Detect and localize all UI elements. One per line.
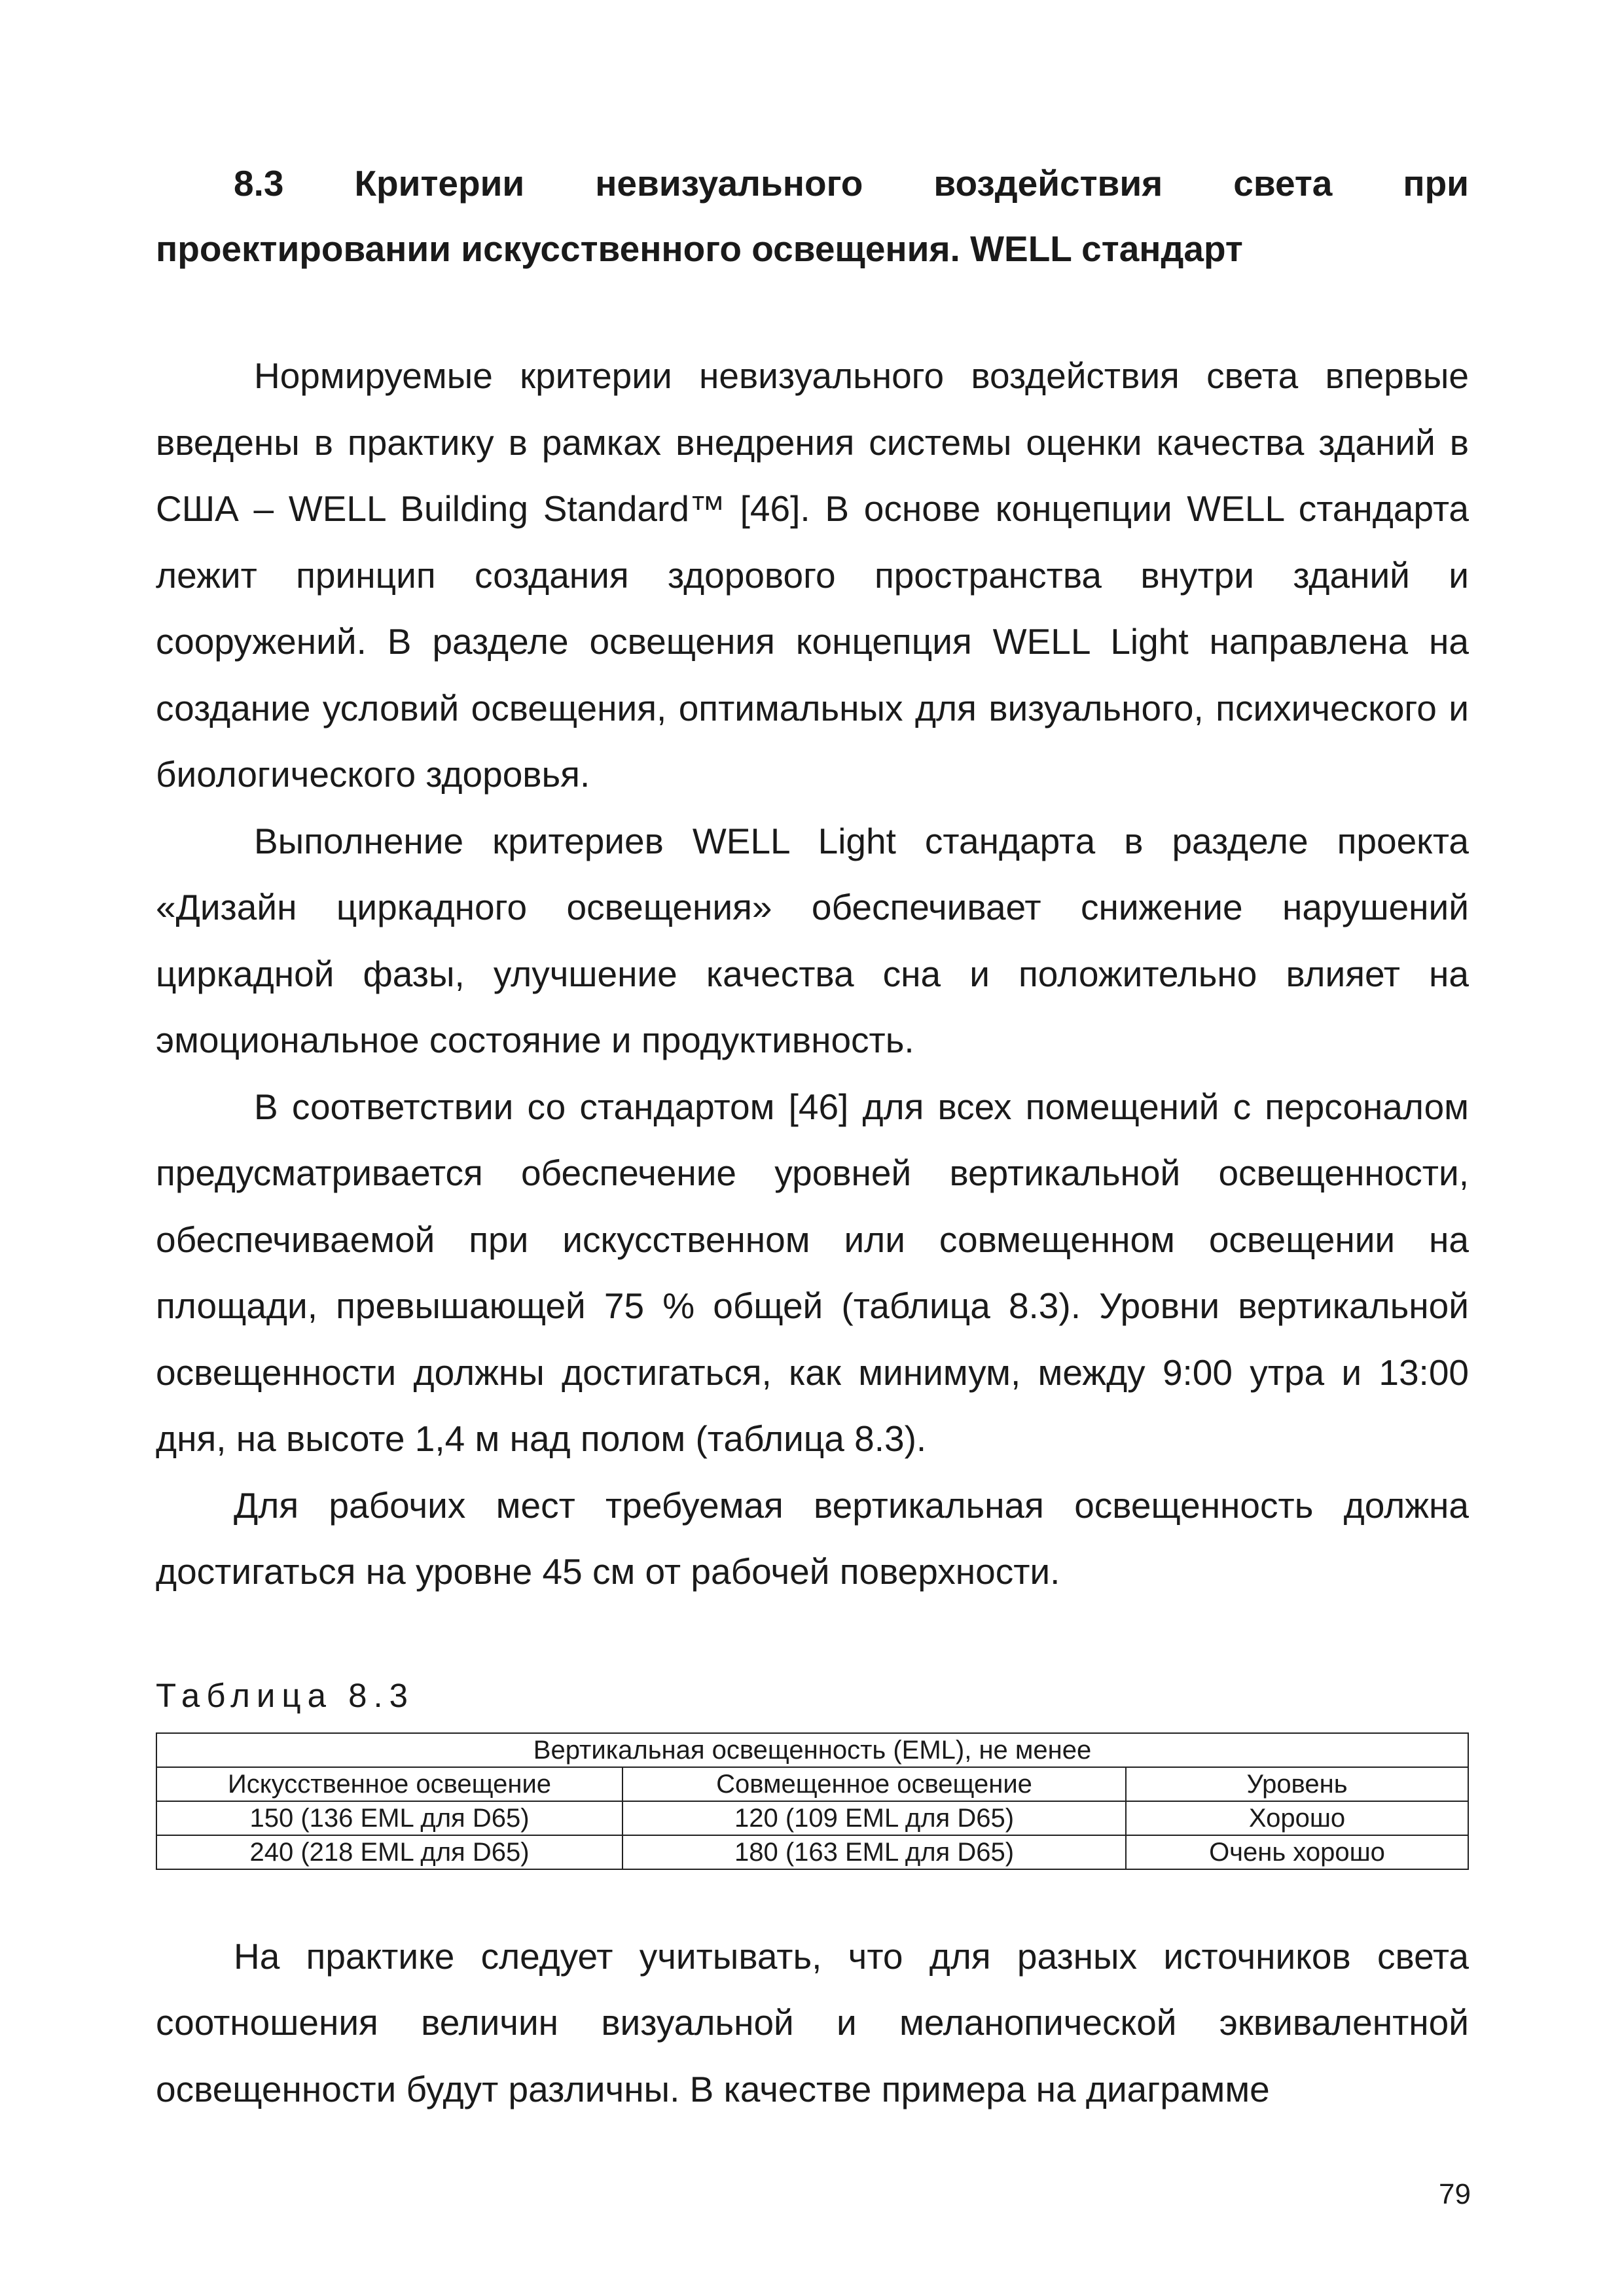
table-row (156, 1801, 1468, 1835)
illuminance-table (156, 1732, 1469, 1870)
cell-combined: 120 (109 EML для D65) (623, 1801, 1126, 1835)
table-caption: Таблица 8.3 (156, 1676, 415, 1714)
header-level: Уровень (1126, 1767, 1468, 1801)
table-header-row (156, 1767, 1468, 1801)
header-artificial: Искусственное освещение (156, 1767, 623, 1801)
section-heading-line-2: проектировании искусственного освещения. WELL стандарт (156, 228, 1243, 269)
cell-artificial: 240 (218 EML для D65) (156, 1835, 623, 1869)
paragraph-2: Выполнение критериев WELL Light стандарта в разделе проекта «Дизайн циркадного освещения» обеспечивает снижение нарушений циркадной фазы, улучшение качества сна и положительно влияет на эмоциональное состояние и продуктивность. (156, 820, 1469, 1060)
paragraph-after-table: На практике следует учитывать, что для разных источников света соотношения величин визуальной и меланопической эквивалентной освещенности будут различны. В качестве примера на диаграмме (156, 1935, 1469, 2109)
cell-level: Очень хорошо (1126, 1835, 1468, 1869)
section-heading (156, 151, 1469, 281)
header-combined: Совмещенное освещение (623, 1767, 1126, 1801)
cell-artificial: 150 (136 EML для D65) (156, 1801, 623, 1835)
table-title-row (156, 1733, 1468, 1767)
page-number: 79 (1439, 2178, 1471, 2210)
paragraph-3: В соответствии со стандартом [46] для всех помещений с персоналом предусматривается обеспечение уровней вертикальной освещенности, обеспечиваемой при искусственном или совмещенном освещении на площади, превышающей 75 % общей (таблица 8.3). Уровни вертикальной освещенности должны достигаться, как минимум, между 9:00 утра и 13:00 дня, на высоте 1,4 м над полом (таблица 8.3). (156, 1086, 1469, 1459)
document-page (156, 151, 1469, 2123)
paragraph-1: Нормируемые критерии невизуального воздействия света впервые введены в практику в рамках внедрения системы оценки качества зданий в США – WELL Building Standard™ [46]. В основе концепции WELL стандарта лежит принцип создания здорового пространства внутри зданий и сооружений. В разделе освещения концепция WELL Light направлена на создание условий освещения, оптимальных для визуального, психического и биологического здоровья. (156, 355, 1469, 795)
paragraph-4: Для рабочих мест требуемая вертикальная освещенность должна достигаться на уровне 45 см от рабочей поверхности. (156, 1484, 1469, 1592)
cell-combined: 180 (163 EML для D65) (623, 1835, 1126, 1869)
table-title: Вертикальная освещенность (EML), не менее (156, 1733, 1468, 1767)
cell-level: Хорошо (1126, 1801, 1468, 1835)
table-row (156, 1835, 1468, 1869)
section-heading-line-1: 8.3 Критерии невизуального воздействия света при (234, 163, 1469, 204)
